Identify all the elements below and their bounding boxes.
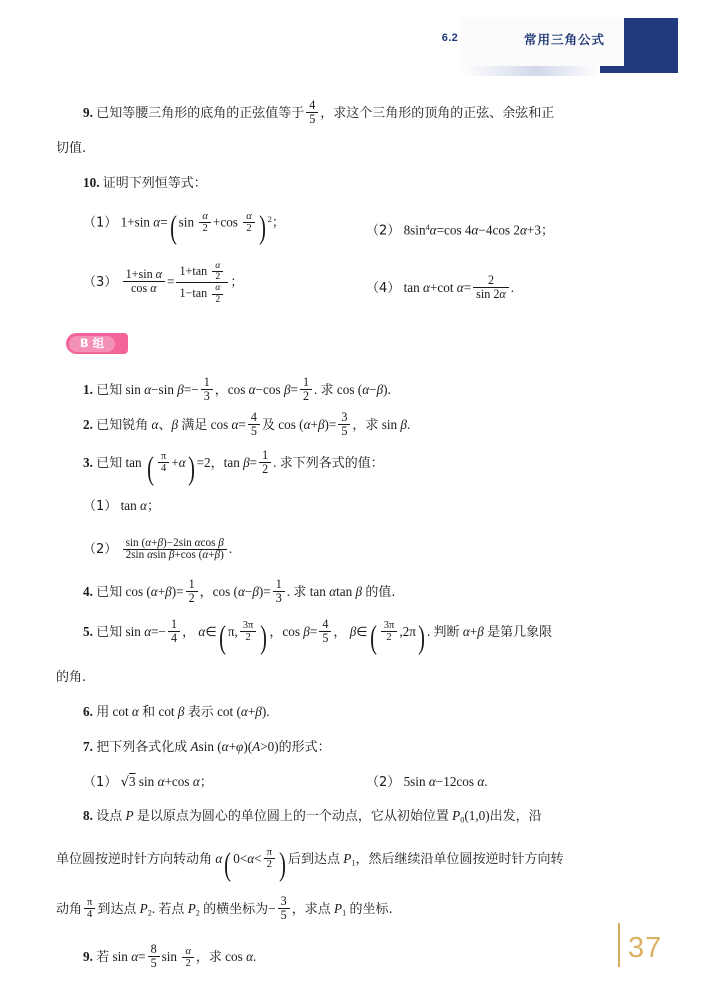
question-a-10-row-1	[56, 201, 646, 253]
fraction-3-5: $\frac{3}{5}$	[338, 411, 350, 437]
subitem-label: （1）	[83, 498, 118, 514]
left-paren: (	[147, 450, 154, 487]
question-b-8: 8. 设点 P 是以原点为圆心的单位圆上的一个动点，它从初始位置 $P_0(1,0)$出发，沿	[83, 807, 542, 825]
fraction-4-5: $\frac{4}{5}$	[248, 411, 260, 437]
question-b-4: 4. 已知 cos (α+β)= $\frac{1}{2}$ ，cos (α−β)= $\frac{1}{3}$ . 求 tan αtan β 的值.	[83, 576, 396, 605]
subitem-label: （2）	[366, 223, 401, 239]
subitem-10-3: （3） $\frac{\text{1+sin α}}{\text{cos α}}$ = 1+tan $\frac{\alpha}{2}$ 1−tan $\frac{\alpha}{2}$ ；	[83, 260, 244, 305]
question-b-6: 6. 用 cot α 和 cot β 表示 cot (α+β).	[83, 703, 270, 720]
subitem-label: （3）	[83, 275, 118, 290]
group-b-header	[56, 323, 646, 373]
question-a-9-continuation	[56, 131, 646, 166]
fraction-alpha-2: $\frac{\alpha}{2}$	[199, 211, 211, 234]
subitem-label: （1）	[83, 774, 118, 790]
question-b-9: 9. 若 sin α= $\frac{8}{5}$ sin $\frac{\alpha}{2}$ ，求 cos α.	[83, 942, 257, 971]
fraction-tan-half: 1+tan $\frac{\alpha}{2}$ 1−tan $\frac{\alpha}{2}$	[176, 261, 228, 305]
fraction-alpha-2: $\frac{\alpha}{2}$	[243, 211, 255, 234]
fraction-1-4: $\frac{1}{4}$	[168, 618, 180, 644]
question-b-1: 1. 已知 sin α−sin β=− $\frac{1}{3}$ ，cos α−cos β= $\frac{1}{2}$ . 求 cos (α−β).	[83, 375, 391, 403]
fraction-1-3: $\frac{1}{3}$	[201, 376, 213, 402]
footer-divider-rule	[618, 923, 620, 967]
fraction-3-5: $\frac{3}{5}$	[278, 895, 290, 921]
question-b-2: 2. 已知锐角 α、β 满足 cos α= $\frac{4}{5}$ 及 cos (α+β)= $\frac{3}{5}$ ，求 sin β.	[83, 410, 411, 438]
fraction-pi-4: $\frac{\pi}{4}$	[158, 451, 169, 474]
left-paren: (	[169, 210, 177, 247]
subitem-label: （2）	[366, 774, 401, 790]
subitem-7-2: （2） 5sin α−12cos α.	[366, 773, 488, 790]
badge-label: B 组	[79, 336, 105, 350]
question-number: 5.	[83, 623, 93, 639]
exercise-content	[56, 96, 646, 980]
question-number: 8.	[83, 807, 93, 823]
right-paren: )	[260, 619, 268, 656]
subitem-label: （1）	[83, 215, 118, 231]
right-paren: )	[258, 210, 266, 247]
question-number: 10.	[83, 175, 100, 190]
subitem-3-2: （2） $\frac{\text{sin (α+β)−2sin αcos β}}{\text{2sin αsin β+cos (α+β)}}$ .	[83, 536, 233, 562]
page-footer	[0, 919, 702, 975]
question-number: 9.	[83, 949, 93, 965]
question-number: 1.	[83, 382, 93, 397]
question-b-3: 3. 已知 tan ( $\frac{\pi}{4}$ +α) =2，tan β= $\frac{1}{2}$ . 求下列各式的值：	[83, 448, 384, 487]
header-gradient-bar	[460, 66, 600, 76]
question-a-10	[56, 166, 646, 201]
subitem-3-1: （1） tan α；	[83, 497, 160, 514]
header-chapter-title: 常用三角公式	[523, 32, 605, 47]
question-number: 4.	[83, 583, 93, 599]
question-b-5: 5. 已知 sin α=− $\frac{1}{4}$ ， α∈( π, $\frac{3\pi}{2}$ ) ，cos β= $\frac{4}{5}$ ， β∈( $\frac{3\pi}{2}$ ,2π) . 判断 α+β 是第几象限	[56, 610, 646, 660]
fraction-1-2: $\frac{1}{2}$	[186, 578, 198, 604]
question-b-7: 7. 把下列各式化成 Asin (α+φ)(A>0)的形式：	[83, 738, 331, 755]
fraction-alpha-2: $\frac{\alpha}{2}$	[182, 946, 194, 969]
right-paren: )	[418, 619, 425, 656]
left-paren: (	[224, 846, 232, 883]
question-number: 3.	[83, 455, 93, 470]
question-number: 6.	[83, 703, 93, 719]
page-header	[0, 18, 702, 76]
right-paren: )	[187, 450, 195, 487]
fraction-4-5: $\frac{4}{5}$	[306, 99, 318, 125]
fraction-pi-4: $\frac{\pi}{4}$	[84, 897, 95, 920]
fraction-pi-2: $\frac{\pi}{2}$	[264, 847, 275, 870]
page-number: 37	[628, 932, 663, 964]
left-paren: (	[369, 619, 377, 656]
fraction-4-5: $\frac{4}{5}$	[319, 618, 331, 644]
subitem-10-1: （1） 1+sin α=( sin $\frac{\alpha}{2}$ +cos $\frac{\alpha}{2}$ ) $^2$；	[83, 210, 285, 247]
fraction-1-3: $\frac{1}{3}$	[273, 578, 285, 604]
subitem-label: （2）	[83, 541, 118, 557]
question-b-8-line3: 动角 $\frac{\pi}{4}$ 到达点 $P_2$. 若点 $P_2$ 的横坐标为− $\frac{3}{5}$ ，求点 $P_1$ 的坐标.	[56, 894, 393, 922]
subitem-7-1: （1） √3 sin α+cos α；	[83, 773, 213, 790]
square-root-icon: √	[120, 774, 129, 790]
fraction-3pi-2: $\frac{3\pi}{2}$	[381, 620, 398, 643]
left-paren: (	[218, 619, 226, 656]
header-chapter-number: 6.2	[441, 32, 458, 44]
question-a-10-row-2	[56, 253, 646, 323]
question-stem: 证明下列恒等式：	[102, 176, 207, 191]
question-number: 2.	[83, 417, 93, 432]
question-b-7-subitems	[56, 765, 646, 799]
continuation-text: 的角.	[56, 669, 87, 685]
fraction-1-2: $\frac{1}{2}$	[300, 376, 312, 402]
fraction-1plussin-over-cos: $\frac{\text{1+sin α}}{\text{cos α}}$	[123, 268, 165, 294]
fraction-1-2: $\frac{1}{2}$	[259, 449, 271, 475]
subitem-10-4: （4） tan α+cot α= $\frac{2}{\sin 2\alpha}$ .	[366, 273, 515, 301]
fraction-2-over-sin2a: $\frac{2}{\sin 2\alpha}$	[473, 274, 509, 300]
subitem-10-2: （2） $8\sin^4\alpha=\cos$ 4α−4cos 2α+3；	[366, 222, 554, 239]
subitem-label: （4）	[366, 281, 401, 296]
question-text-after: ，求这个三角形的顶角的正弦、余弦和正	[320, 106, 555, 121]
question-text: 已知等腰三角形的底角的正弦值等于	[96, 106, 305, 121]
question-b-5-continuation	[56, 660, 646, 695]
fraction-8-5: $\frac{8}{5}$	[148, 943, 160, 969]
question-number: 7.	[83, 738, 93, 754]
fraction-3pi-2: $\frac{3\pi}{2}$	[240, 620, 257, 643]
fraction-complex-expression: $\frac{\text{sin (α+β)−2sin αcos β}}{\text{2sin αsin β+cos (α+β)}}$	[123, 538, 227, 563]
continuation-text: 切值.	[56, 141, 87, 156]
question-number: 9.	[83, 105, 93, 120]
group-b-badge	[66, 333, 128, 354]
question-b-8-line2: 单位圆按逆时针方向转动角 α( 0<α< $\frac{\pi}{2}$ ) 后到达点 $P_1$，然后继续沿单位圆按逆时针方向转	[56, 837, 646, 887]
right-paren: )	[279, 846, 286, 883]
question-a-9	[56, 96, 646, 131]
